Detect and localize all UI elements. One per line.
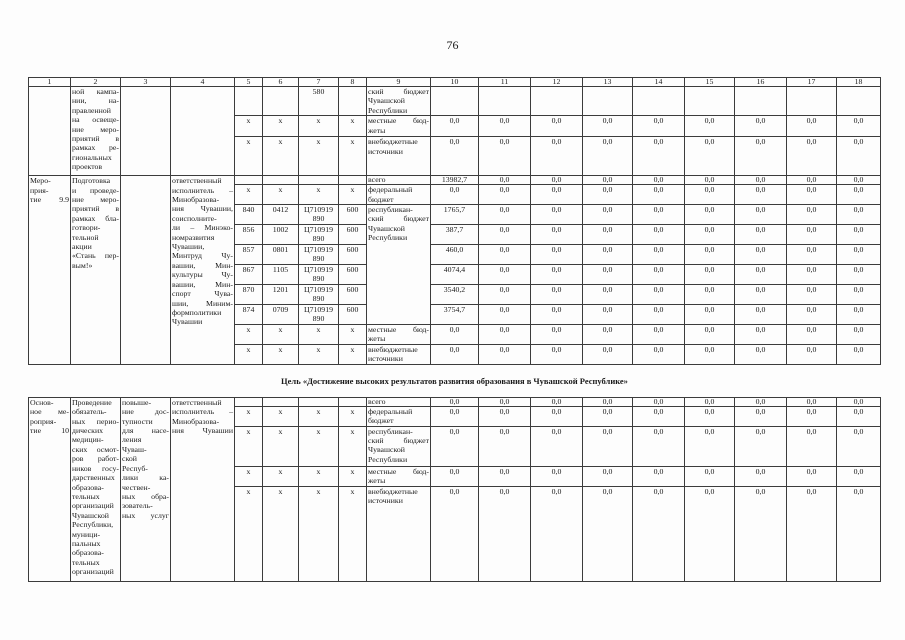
column-number: 16: [735, 78, 787, 87]
value-col-16: 0,0: [735, 245, 787, 265]
value-col-15: 0,0: [685, 397, 735, 406]
table-row: [29, 87, 881, 116]
expense-type-code-cell: x: [339, 426, 367, 466]
target-article-code-cell: Ц710919 890: [299, 225, 339, 245]
measure-description-cell: ной кампа- нии, на- правленной на освеще- ние меро- приятий в рамках ре- гиональных проектов: [71, 87, 121, 176]
value-col-11: 0,0: [479, 116, 531, 137]
measure-number-cell: Меро- прия- тие 9.9: [29, 176, 71, 365]
value-col-16: 0,0: [735, 345, 787, 365]
grbs-code-cell: 857: [235, 245, 263, 265]
column-number: 13: [583, 78, 633, 87]
column-number: 2: [71, 78, 121, 87]
value-col-13: 0,0: [583, 225, 633, 245]
value-col-15: 0,0: [685, 176, 735, 185]
value-col-13: 0,0: [583, 426, 633, 466]
grbs-code-cell: 856: [235, 225, 263, 245]
value-col-10: 3540,2: [431, 285, 479, 305]
value-col-18: 0,0: [837, 305, 881, 325]
value-col-14: 0,0: [633, 205, 685, 225]
section-code-cell: x: [263, 325, 299, 345]
section-code-cell: x: [263, 406, 299, 426]
target-article-code-cell: x: [299, 466, 339, 486]
value-col-12: 0,0: [531, 116, 583, 137]
target-article-code-cell: x: [299, 116, 339, 137]
value-col-12: 0,0: [531, 285, 583, 305]
value-col-12: 0,0: [531, 265, 583, 285]
value-col-11: 0,0: [479, 245, 531, 265]
grbs-code-cell: x: [235, 426, 263, 466]
funding-source-cell: внебюджетные источники: [367, 137, 431, 176]
column-number: 10: [431, 78, 479, 87]
value-col-11: 0,0: [479, 205, 531, 225]
funding-source-cell: внебюджетные источники: [367, 486, 431, 581]
grbs-code-cell: x: [235, 116, 263, 137]
value-col-14: 0,0: [633, 265, 685, 285]
expense-type-code-cell: 600: [339, 265, 367, 285]
value-col-11: 0,0: [479, 486, 531, 581]
value-col-12: 0,0: [531, 137, 583, 176]
value-col-17: 0,0: [787, 285, 837, 305]
value-col-17: 0,0: [787, 265, 837, 285]
value-col-11: 0,0: [479, 325, 531, 345]
value-col-17: 0,0: [787, 426, 837, 466]
target-article-code-cell: x: [299, 325, 339, 345]
value-col-10: 0,0: [431, 137, 479, 176]
value-col-11: 0,0: [479, 466, 531, 486]
value-col-17: 0,0: [787, 486, 837, 581]
expense-type-code-cell: 600: [339, 285, 367, 305]
measure-block-10: [29, 397, 881, 581]
value-col-12: 0,0: [531, 397, 583, 406]
column-number: 12: [531, 78, 583, 87]
value-col-12: [531, 87, 583, 116]
value-col-12: 0,0: [531, 205, 583, 225]
target-article-code-cell: Ц710919 890: [299, 265, 339, 285]
value-col-18: 0,0: [837, 185, 881, 205]
column-number: 3: [121, 78, 171, 87]
value-col-12: 0,0: [531, 245, 583, 265]
target-article-code-cell: [299, 176, 339, 185]
section-code-cell: 0412: [263, 205, 299, 225]
grbs-code-cell: [235, 397, 263, 406]
value-col-13: 0,0: [583, 185, 633, 205]
target-article-code-cell: Ц710919 890: [299, 205, 339, 225]
section-code-cell: x: [263, 137, 299, 176]
value-col-18: 0,0: [837, 285, 881, 305]
value-col-12: 0,0: [531, 345, 583, 365]
section-code-cell: [263, 397, 299, 406]
expense-type-code-cell: x: [339, 466, 367, 486]
value-col-18: 0,0: [837, 245, 881, 265]
grbs-code-cell: [235, 176, 263, 185]
value-col-16: 0,0: [735, 426, 787, 466]
column-number: 1: [29, 78, 71, 87]
target-article-code-cell: [299, 397, 339, 406]
expense-type-code-cell: 600: [339, 305, 367, 325]
value-col-15: 0,0: [685, 265, 735, 285]
funding-source-cell: местные бюд- жеты: [368, 325, 429, 344]
goal-section: [29, 364, 881, 397]
target-article-code-cell: x: [299, 345, 339, 365]
value-col-11: 0,0: [479, 185, 531, 205]
value-col-11: 0,0: [479, 265, 531, 285]
expense-type-code-cell: x: [339, 185, 367, 205]
measure-description-cell: Проведение обязатель- ных перио- дических медицин- ских осмот- ров работ- ников госу- дарственных образова- тельных организаций Чувашской Республики, муници- пальных образова- тельных организаций: [71, 397, 121, 581]
value-col-10: 0,0: [431, 325, 479, 345]
responsible-executor-cell: ответственный исполнитель – Минобразова- ния Чувашии: [171, 397, 235, 581]
funding-source-cell: внебюджетные источники: [367, 345, 431, 365]
target-article-code-cell: Ц710919 890: [299, 305, 339, 325]
value-col-14: 0,0: [633, 466, 685, 486]
value-col-16: 0,0: [735, 116, 787, 137]
value-col-15: 0,0: [685, 406, 735, 426]
section-code-cell: 1201: [263, 285, 299, 305]
expense-type-code-cell: x: [339, 486, 367, 581]
value-col-14: 0,0: [633, 185, 685, 205]
expense-type-code-cell: [339, 397, 367, 406]
measure-block-9-9: [29, 176, 881, 365]
value-col-18: 0,0: [837, 345, 881, 365]
target-article-code-cell: 580: [299, 87, 339, 116]
target-article-code-cell: x: [299, 185, 339, 205]
value-col-15: 0,0: [685, 116, 735, 137]
value-col-17: 0,0: [787, 137, 837, 176]
expense-type-code-cell: x: [339, 406, 367, 426]
value-col-14: 0,0: [633, 137, 685, 176]
value-col-10: 13982,7: [431, 176, 479, 185]
value-col-16: 0,0: [735, 466, 787, 486]
value-col-15: 0,0: [685, 426, 735, 466]
value-col-16: 0,0: [735, 225, 787, 245]
value-col-17: 0,0: [787, 185, 837, 205]
funding-source-cell: всего: [367, 176, 431, 185]
column-number: 6: [263, 78, 299, 87]
value-col-10: 0,0: [431, 486, 479, 581]
value-col-17: 0,0: [787, 397, 837, 406]
value-col-12: 0,0: [531, 426, 583, 466]
value-col-11: 0,0: [479, 397, 531, 406]
value-col-14: 0,0: [633, 285, 685, 305]
measure-number-cell: [29, 87, 71, 176]
value-col-18: 0,0: [837, 486, 881, 581]
value-col-18: 0,0: [837, 205, 881, 225]
target-article-code-cell: x: [299, 406, 339, 426]
budget-table: [28, 77, 881, 582]
value-col-13: 0,0: [583, 245, 633, 265]
value-col-17: 0,0: [787, 325, 837, 345]
value-col-12: 0,0: [531, 325, 583, 345]
value-col-15: 0,0: [685, 325, 735, 345]
expected-result-cell: повыше- ние дос- тупности для насе- ления Чуваш- ской Респуб- лики ка- чествен- ных обра- зователь- ных услуг: [121, 397, 171, 581]
measure-number-cell: Основ- ное ме- роприя- тие 10: [29, 397, 71, 581]
value-col-16: 0,0: [735, 325, 787, 345]
value-col-14: 0,0: [633, 325, 685, 345]
value-col-18: 0,0: [837, 137, 881, 176]
grbs-code-cell: x: [235, 466, 263, 486]
value-col-16: 0,0: [735, 265, 787, 285]
value-col-15: 0,0: [685, 466, 735, 486]
value-col-15: 0,0: [685, 137, 735, 176]
value-col-15: [685, 87, 735, 116]
value-col-11: 0,0: [479, 345, 531, 365]
grbs-code-cell: x: [235, 406, 263, 426]
funding-source-cell: ский бюджет Чувашской Республики: [368, 87, 429, 115]
value-col-11: 0,0: [479, 176, 531, 185]
funding-source-cell: местные бюд- жеты: [368, 466, 429, 486]
funding-source-cell: всего: [367, 397, 431, 406]
value-col-17: [787, 87, 837, 116]
grbs-code-cell: x: [235, 345, 263, 365]
section-code-cell: x: [263, 345, 299, 365]
value-col-15: 0,0: [685, 225, 735, 245]
value-col-13: 0,0: [583, 176, 633, 185]
value-col-10: 0,0: [431, 466, 479, 486]
expense-type-code-cell: [339, 87, 367, 116]
column-number: 14: [633, 78, 685, 87]
column-number: 11: [479, 78, 531, 87]
expense-type-code-cell: x: [339, 325, 367, 345]
grbs-code-cell: 870: [235, 285, 263, 305]
expected-result-cell: [121, 176, 171, 365]
grbs-code-cell: [235, 87, 263, 116]
responsible-executor-cell: [171, 87, 235, 176]
value-col-14: 0,0: [633, 116, 685, 137]
goal-heading: Цель «Достижение высоких результатов развития образования в Чувашской Республике»: [29, 364, 881, 397]
value-col-12: 0,0: [531, 185, 583, 205]
value-col-17: 0,0: [787, 225, 837, 245]
grbs-code-cell: x: [235, 137, 263, 176]
value-col-11: 0,0: [479, 225, 531, 245]
value-col-14: 0,0: [633, 245, 685, 265]
value-col-10: 0,0: [431, 426, 479, 466]
section-code-cell: [263, 176, 299, 185]
column-number: 7: [299, 78, 339, 87]
value-col-11: [479, 87, 531, 116]
value-col-13: 0,0: [583, 406, 633, 426]
value-col-10: 387,7: [431, 225, 479, 245]
value-col-18: 0,0: [837, 406, 881, 426]
value-col-18: [837, 87, 881, 116]
value-col-17: 0,0: [787, 345, 837, 365]
value-col-13: 0,0: [583, 137, 633, 176]
column-number: 15: [685, 78, 735, 87]
section-code-cell: [263, 87, 299, 116]
value-col-10: 0,0: [431, 406, 479, 426]
value-col-13: 0,0: [583, 205, 633, 225]
section-code-cell: x: [263, 486, 299, 581]
value-col-13: 0,0: [583, 325, 633, 345]
value-col-14: 0,0: [633, 486, 685, 581]
grbs-code-cell: 840: [235, 205, 263, 225]
column-number: 5: [235, 78, 263, 87]
value-col-14: 0,0: [633, 305, 685, 325]
target-article-code-cell: Ц710919 890: [299, 245, 339, 265]
value-col-15: 0,0: [685, 305, 735, 325]
column-number: 18: [837, 78, 881, 87]
value-col-18: 0,0: [837, 225, 881, 245]
value-col-10: 4074,4: [431, 265, 479, 285]
funding-source-cell: федеральный бюджет: [367, 185, 431, 205]
target-article-code-cell: Ц710919 890: [299, 285, 339, 305]
value-col-16: 0,0: [735, 137, 787, 176]
value-col-10: 3754,7: [431, 305, 479, 325]
section-code-cell: 0801: [263, 245, 299, 265]
value-col-18: 0,0: [837, 397, 881, 406]
value-col-13: 0,0: [583, 345, 633, 365]
column-number-row: [29, 78, 881, 87]
column-number: 8: [339, 78, 367, 87]
value-col-11: 0,0: [479, 305, 531, 325]
value-col-11: 0,0: [479, 426, 531, 466]
value-col-15: 0,0: [685, 185, 735, 205]
expense-type-code-cell: 600: [339, 245, 367, 265]
value-col-12: 0,0: [531, 406, 583, 426]
value-col-12: 0,0: [531, 176, 583, 185]
value-col-16: [735, 87, 787, 116]
target-article-code-cell: x: [299, 486, 339, 581]
value-col-10: 460,0: [431, 245, 479, 265]
value-col-10: [431, 87, 479, 116]
value-col-18: 0,0: [837, 176, 881, 185]
section-code-cell: x: [263, 426, 299, 466]
value-col-16: 0,0: [735, 305, 787, 325]
value-col-17: 0,0: [787, 205, 837, 225]
value-col-14: 0,0: [633, 397, 685, 406]
value-col-13: 0,0: [583, 265, 633, 285]
section-code-cell: 1105: [263, 265, 299, 285]
value-col-15: 0,0: [685, 245, 735, 265]
value-col-14: [633, 87, 685, 116]
grbs-code-cell: x: [235, 325, 263, 345]
value-col-18: 0,0: [837, 325, 881, 345]
funding-source-cell: республикан- ский бюджет Чувашской Республики: [367, 205, 431, 325]
value-col-13: 0,0: [583, 486, 633, 581]
value-col-13: 0,0: [583, 466, 633, 486]
value-col-13: 0,0: [583, 116, 633, 137]
value-col-18: 0,0: [837, 116, 881, 137]
value-col-14: 0,0: [633, 345, 685, 365]
value-col-17: 0,0: [787, 116, 837, 137]
value-col-16: 0,0: [735, 205, 787, 225]
value-col-11: 0,0: [479, 406, 531, 426]
value-col-14: 0,0: [633, 225, 685, 245]
funding-source-cell: местные бюд- жеты: [367, 116, 431, 137]
value-col-16: 0,0: [735, 285, 787, 305]
value-col-10: 0,0: [431, 116, 479, 137]
section-code-cell: x: [263, 116, 299, 137]
value-col-16: 0,0: [735, 486, 787, 581]
value-col-13: 0,0: [583, 305, 633, 325]
section-code-cell: 1002: [263, 225, 299, 245]
value-col-17: 0,0: [787, 406, 837, 426]
value-col-15: 0,0: [685, 345, 735, 365]
funding-source-cell: федеральный бюджет: [367, 406, 431, 426]
value-col-17: 0,0: [787, 305, 837, 325]
value-col-12: 0,0: [531, 486, 583, 581]
value-col-11: 0,0: [479, 285, 531, 305]
measure-description-cell: Подготовка и проведе- ние меро- приятий в рамках бла- готвори- тельной акции «Стань пер- вым!»: [71, 176, 121, 365]
expense-type-code-cell: x: [339, 345, 367, 365]
page-number: 76: [446, 38, 459, 52]
expense-type-code-cell: 600: [339, 225, 367, 245]
value-col-10: 0,0: [431, 345, 479, 365]
value-col-17: 0,0: [787, 245, 837, 265]
column-number: 17: [787, 78, 837, 87]
value-col-13: 0,0: [583, 285, 633, 305]
value-col-16: 0,0: [735, 406, 787, 426]
responsible-executor-cell: ответственный исполнитель – Минобразова- ния Чувашии, соисполните- ли – Минэко- номразвития Чувашии, Минтруд Чу- вашии, Мин- культуры Чу- вашии, Мин- спорт Чува- шии, Миним- формполитики Чувашии: [171, 176, 235, 365]
value-col-10: 1765,7: [431, 205, 479, 225]
table-row: [29, 397, 881, 406]
value-col-18: 0,0: [837, 426, 881, 466]
value-col-10: 0,0: [431, 185, 479, 205]
value-col-13: [583, 87, 633, 116]
section-code-cell: x: [263, 185, 299, 205]
column-number: 9: [367, 78, 431, 87]
value-col-16: 0,0: [735, 397, 787, 406]
target-article-code-cell: x: [299, 137, 339, 176]
grbs-code-cell: 874: [235, 305, 263, 325]
target-article-code-cell: x: [299, 426, 339, 466]
section-code-cell: x: [263, 466, 299, 486]
expense-type-code-cell: x: [339, 137, 367, 176]
value-col-17: 0,0: [787, 466, 837, 486]
value-col-11: 0,0: [479, 137, 531, 176]
value-col-18: 0,0: [837, 466, 881, 486]
expected-result-cell: [121, 87, 171, 176]
table-row: [29, 176, 881, 185]
value-col-16: 0,0: [735, 185, 787, 205]
expense-type-code-cell: 600: [339, 205, 367, 225]
value-col-18: 0,0: [837, 265, 881, 285]
value-col-14: 0,0: [633, 426, 685, 466]
funding-source-cell: республикан- ский бюджет Чувашской Республики: [367, 426, 431, 466]
value-col-16: 0,0: [735, 176, 787, 185]
value-col-12: 0,0: [531, 466, 583, 486]
value-col-10: 0,0: [431, 397, 479, 406]
goal-row: [29, 364, 881, 397]
expense-type-code-cell: x: [339, 116, 367, 137]
grbs-code-cell: 867: [235, 265, 263, 285]
grbs-code-cell: x: [235, 486, 263, 581]
expense-type-code-cell: [339, 176, 367, 185]
value-col-14: 0,0: [633, 176, 685, 185]
value-col-12: 0,0: [531, 305, 583, 325]
column-number: 4: [171, 78, 235, 87]
value-col-15: 0,0: [685, 285, 735, 305]
value-col-17: 0,0: [787, 176, 837, 185]
measure-block-continued: [29, 87, 881, 176]
value-col-13: 0,0: [583, 397, 633, 406]
value-col-15: 0,0: [685, 205, 735, 225]
value-col-14: 0,0: [633, 406, 685, 426]
grbs-code-cell: x: [235, 185, 263, 205]
value-col-15: 0,0: [685, 486, 735, 581]
section-code-cell: 0709: [263, 305, 299, 325]
value-col-12: 0,0: [531, 225, 583, 245]
